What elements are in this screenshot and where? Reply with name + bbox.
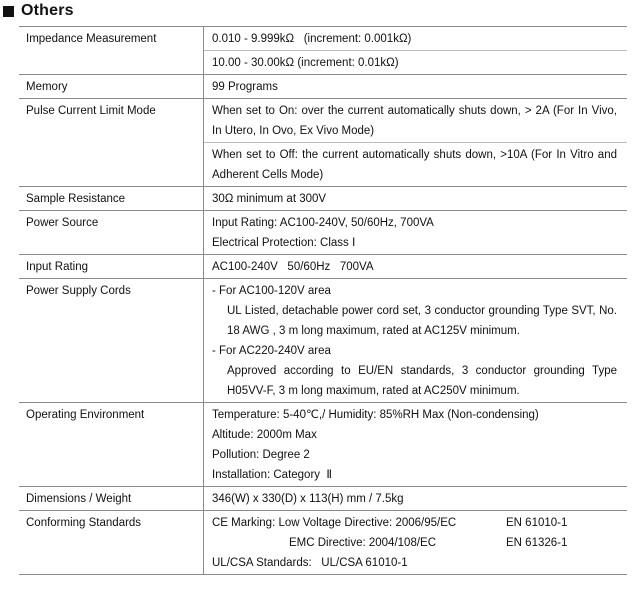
spec-line: - For AC220-240V area <box>212 345 331 357</box>
table-row <box>19 187 627 211</box>
spec-label: Power Supply Cords <box>19 279 204 403</box>
table-row <box>19 403 627 487</box>
table-row <box>19 511 627 575</box>
spec-label: Conforming Standards <box>19 511 204 575</box>
spec-line <box>212 533 617 553</box>
standard-directive: EMC Directive: 2004/108/EC <box>289 537 437 549</box>
spec-value: When set to On: over the current automatically shuts down, > 2A (For In Vivo, In Utero, In Ovo, Ex Vivo Mode) <box>204 99 628 143</box>
section-heading <box>3 0 74 22</box>
spec-value: 10.00 - 30.00kΩ (increment: 0.01kΩ) <box>204 51 628 75</box>
spec-label: Operating Environment <box>19 403 204 487</box>
spec-line: UL/CSA Standards: UL/CSA 61010-1 <box>212 557 408 569</box>
spec-value <box>204 511 628 575</box>
spec-label: Impedance Measurement <box>19 27 204 75</box>
spec-label: Sample Resistance <box>19 187 204 211</box>
spec-line: Installation: Category Ⅱ <box>212 469 333 481</box>
spec-line: Pollution: Degree 2 <box>212 449 310 461</box>
spec-label: Dimensions / Weight <box>19 487 204 511</box>
spec-label: Input Rating <box>19 255 204 279</box>
table-row <box>19 487 627 511</box>
spec-label: Memory <box>19 75 204 99</box>
table-row <box>19 75 627 99</box>
table-row <box>19 279 627 403</box>
spec-value: When set to Off: the current automatically shuts down, >10A (For In Vitro and Adherent Cells Mode) <box>204 143 628 187</box>
spec-line: UL Listed, detachable power cord set, 3 conductor grounding Type SVT, No. 18 AWG , 3 m long maximum, rated at AC125V minimum. <box>227 305 617 337</box>
spec-value <box>204 279 628 403</box>
spec-line: Altitude: 2000m Max <box>212 429 317 441</box>
spec-value: 0.010 - 9.999kΩ (increment: 0.001kΩ) <box>204 27 628 51</box>
spec-line: Electrical Protection: Class Ⅰ <box>212 237 356 249</box>
spec-label: Pulse Current Limit Mode <box>19 99 204 187</box>
table-row <box>19 99 627 143</box>
standard-code: EN 61326-1 <box>506 537 568 549</box>
spec-value <box>204 211 628 255</box>
standard-directive: CE Marking: Low Voltage Directive: 2006/95/EC <box>212 517 457 529</box>
section-title: Others <box>21 2 74 19</box>
standard-code: EN 61010-1 <box>506 517 568 529</box>
table-row <box>19 255 627 279</box>
spec-value: 346(W) x 330(D) x 113(H) mm / 7.5kg <box>204 487 628 511</box>
spec-line: Input Rating: AC100-240V, 50/60Hz, 700VA <box>212 217 434 229</box>
spec-line: - For AC100-120V area <box>212 285 331 297</box>
spec-label: Power Source <box>19 211 204 255</box>
spec-value: AC100-240V 50/60Hz 700VA <box>204 255 628 279</box>
spec-line: Temperature: 5-40℃,/ Humidity: 85%RH Max (Non-condensing) <box>212 409 539 421</box>
table-row <box>19 27 627 51</box>
spec-line: Approved according to EU/EN standards, 3 conductor grounding Type H05VV-F, 3 m long maximum, rated at AC250V minimum. <box>227 365 617 397</box>
table-row <box>19 211 627 255</box>
spec-value: 30Ω minimum at 300V <box>204 187 628 211</box>
spec-table <box>19 26 627 575</box>
square-bullet-icon <box>3 6 14 17</box>
spec-line <box>212 513 617 533</box>
spec-value: 99 Programs <box>204 75 628 99</box>
spec-value <box>204 403 628 487</box>
